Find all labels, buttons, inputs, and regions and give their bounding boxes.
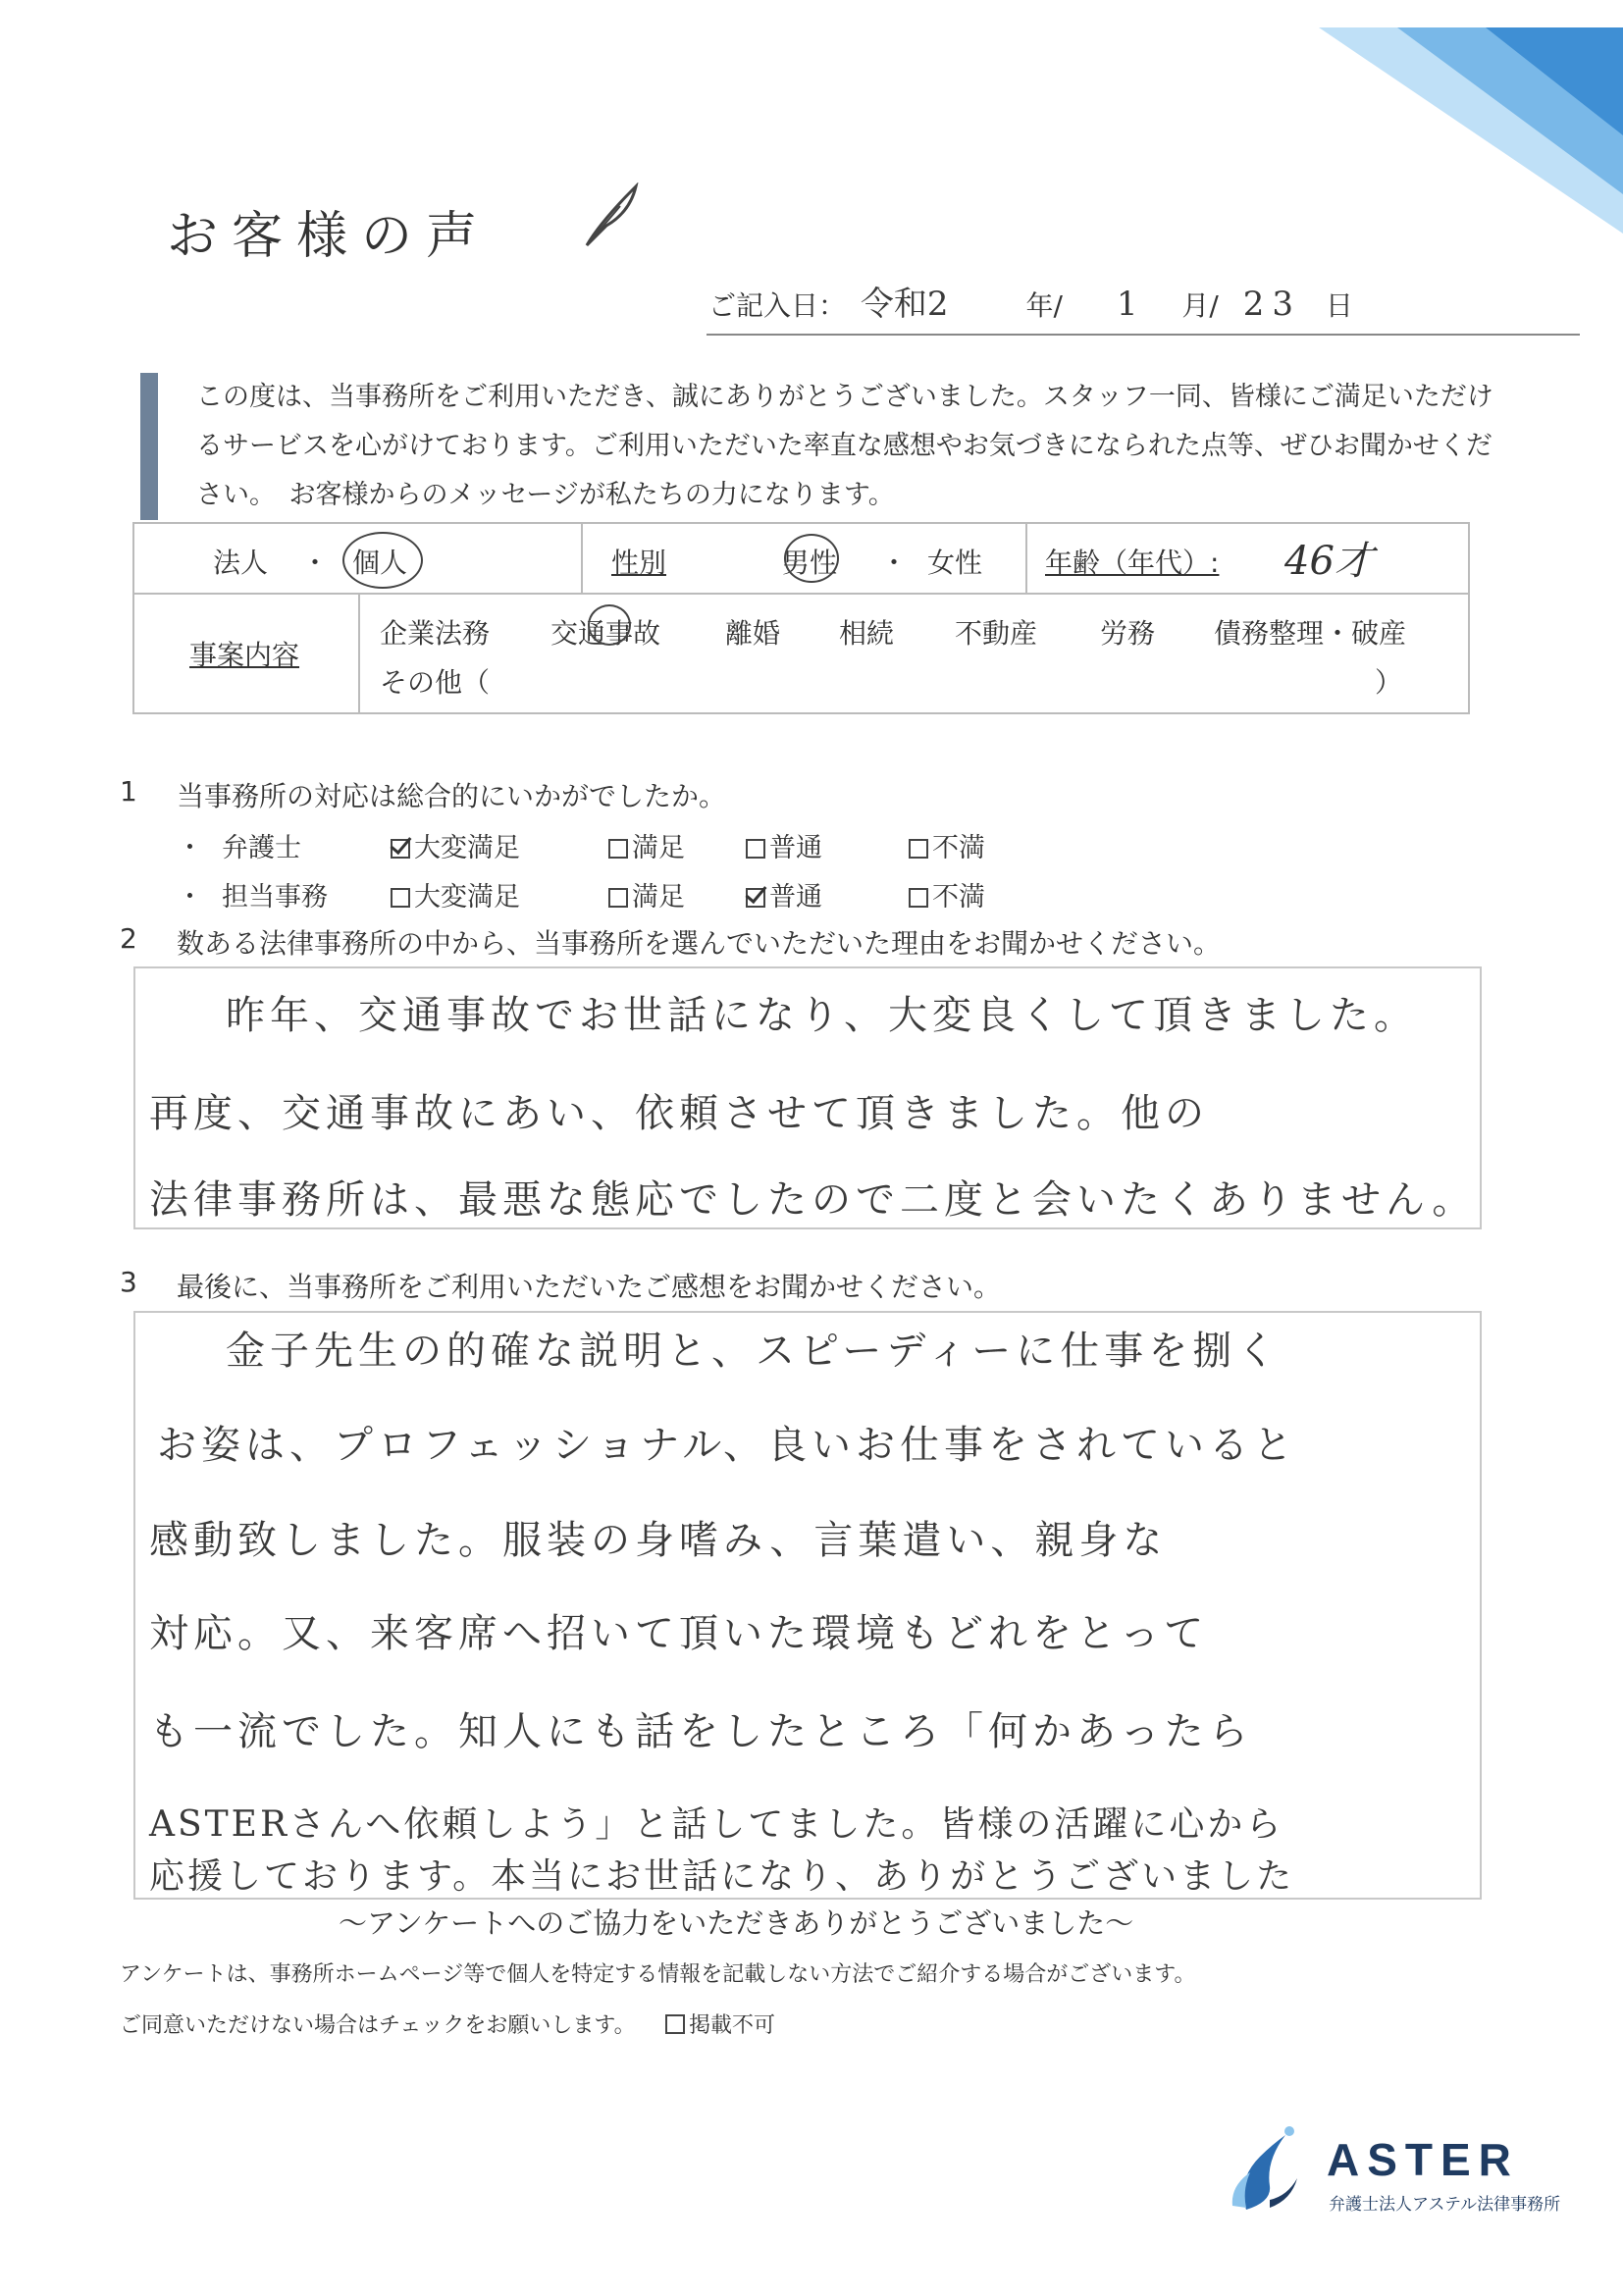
age-label: 年齢（年代）: (1045, 547, 1220, 579)
lawyer-satisfied: 満足 (608, 826, 685, 864)
intro-text: この度は、当事務所をご利用いただき、誠にありがとうございました。スタッフ一同、皆様にご満足いただけるサービスを心がけております。ご利用いただいた率直な感想やお気づきになられた点等、ぜひお聞かせください。 お客様からのメッセージが私たちの力になります。 (196, 382, 1493, 510)
bullet: ・ (177, 833, 203, 863)
checked-box-icon (746, 888, 765, 908)
consent-note: ご同意いただけない場合はチェックをお願いします。 (120, 2013, 636, 2038)
checkbox-icon (608, 888, 628, 908)
age-value: 46才 (1284, 539, 1374, 584)
logo-name: ASTER (1327, 2134, 1519, 2185)
lawyer-label: 弁護士 (222, 833, 301, 863)
date-day-label: 日 (1325, 289, 1353, 322)
answer-3-line: 金子先生の的確な説明と、スピーディーに仕事を捌く (226, 1329, 1282, 1374)
page-title: お客様の声 (167, 207, 492, 266)
logo-subtitle: 弁護士法人アステル法律事務所 (1329, 2195, 1561, 2215)
answer-3-line: お姿は、プロフェッショナル、良いお仕事をされていると (157, 1423, 1297, 1468)
female-option: 女性 (927, 547, 983, 579)
question-2-text: 数ある法律事務所の中から、当事務所を選んでいただいた理由をお聞かせください。 (177, 927, 1222, 960)
bullet: ・ (177, 882, 203, 913)
question-2-number: 2 (120, 922, 137, 955)
selected-circle (784, 534, 839, 583)
corner-decoration (1319, 27, 1623, 234)
date-label: ご記入日： (708, 289, 847, 322)
date-era: 令和2 (860, 285, 949, 324)
answer-2-line: 再度、交通事故にあい、依頼させて頂きました。他の (149, 1091, 1209, 1136)
opt-out-checkbox[interactable]: 掲載不可 (665, 2009, 775, 2039)
answer-3-line: 応援しております。本当にお世話になり、ありがとうございました (149, 1856, 1295, 1897)
case-debt-bankruptcy: 債務整理・破産 (1214, 617, 1407, 650)
selected-circle (588, 604, 631, 646)
intro-accent-bar (140, 373, 158, 520)
case-inheritance: 相続 (839, 617, 895, 650)
lawyer-normal: 普通 (746, 826, 822, 864)
date-month: 1 (1116, 285, 1138, 324)
staff-dissatisfied: 不満 (909, 875, 985, 913)
question-1-number: 1 (120, 775, 137, 808)
case-other-close: ） (1375, 666, 1403, 699)
checked-box-icon (391, 839, 410, 859)
staff-very-satisfied: 大変満足 (391, 875, 520, 913)
answer-3-line: ASTERさんへ依頼しよう」と話してました。皆様の活躍に心から (149, 1804, 1284, 1845)
case-corporate: 企業法務 (380, 617, 491, 650)
answer-2-line: 昨年、交通事故でお世話になり、大変良くして頂きました。 (226, 993, 1418, 1038)
customer-info-table (132, 522, 1470, 714)
staff-label: 担当事務 (222, 882, 328, 913)
disclosure-note: アンケートは、事務所ホームページ等で個人を特定する情報を記載しない方法でご紹介する場合がございます。 (120, 1962, 1196, 1987)
checkbox-icon (391, 888, 410, 908)
answer-3-line: 対応。又、来客席へ招いて頂いた環境もどれをとって (149, 1611, 1209, 1656)
case-traffic-accident: 交通事故 (550, 617, 661, 650)
case-label: 事案内容 (189, 639, 300, 671)
answer-2-line: 法律事務所は、最悪な態応でしたので二度と会いたくありません。 (149, 1177, 1477, 1223)
question-3-number: 3 (120, 1266, 137, 1298)
corp-option: 法人 (213, 547, 269, 579)
date-year-label: 年/ (1025, 289, 1063, 322)
case-real-estate: 不動産 (955, 617, 1038, 650)
answer-3-line: 感動致しました。服装の身嗜み、言葉遣い、親身な (149, 1518, 1168, 1563)
date-divider (707, 334, 1580, 336)
case-labor: 労務 (1100, 617, 1156, 650)
selected-circle (342, 532, 423, 589)
staff-satisfied: 満足 (608, 875, 685, 913)
lawyer-dissatisfied: 不満 (909, 826, 985, 864)
lawyer-very-satisfied: 大変満足 (391, 826, 520, 864)
checkbox-icon (665, 2014, 685, 2034)
checkbox-icon (746, 839, 765, 859)
table-divider (134, 593, 1468, 595)
checkbox-icon (909, 888, 928, 908)
staff-normal: 普通 (746, 875, 822, 913)
case-divorce: 離婚 (725, 617, 781, 650)
checkbox-icon (909, 839, 928, 859)
case-other: その他（ (380, 666, 491, 699)
answer-3-line: も一流でした。知人にも話をしたところ「何かあったら (149, 1709, 1253, 1754)
separator-dot: ・ (880, 547, 909, 579)
thanks-message: ～アンケートへのご協力をいただきありがとうございました～ (339, 1906, 1134, 1940)
male-option: 男性 (782, 547, 838, 579)
table-divider (1025, 524, 1027, 593)
table-divider (581, 524, 583, 593)
date-month-label: 月/ (1181, 289, 1219, 322)
checkbox-icon (608, 839, 628, 859)
separator-dot: ・ (301, 547, 330, 579)
aster-logo-icon (1217, 2121, 1311, 2216)
individual-option: 個人 (352, 547, 408, 579)
feather-icon (581, 183, 642, 249)
gender-label: 性別 (611, 547, 667, 579)
table-divider (358, 593, 360, 712)
question-1-text: 当事務所の対応は総合的にいかがでしたか。 (177, 780, 727, 812)
entry-date (708, 277, 1353, 325)
question-3-text: 最後に、当事務所をご利用いただいたご感想をお聞かせください。 (177, 1271, 1002, 1303)
date-day: 23 (1242, 285, 1301, 324)
